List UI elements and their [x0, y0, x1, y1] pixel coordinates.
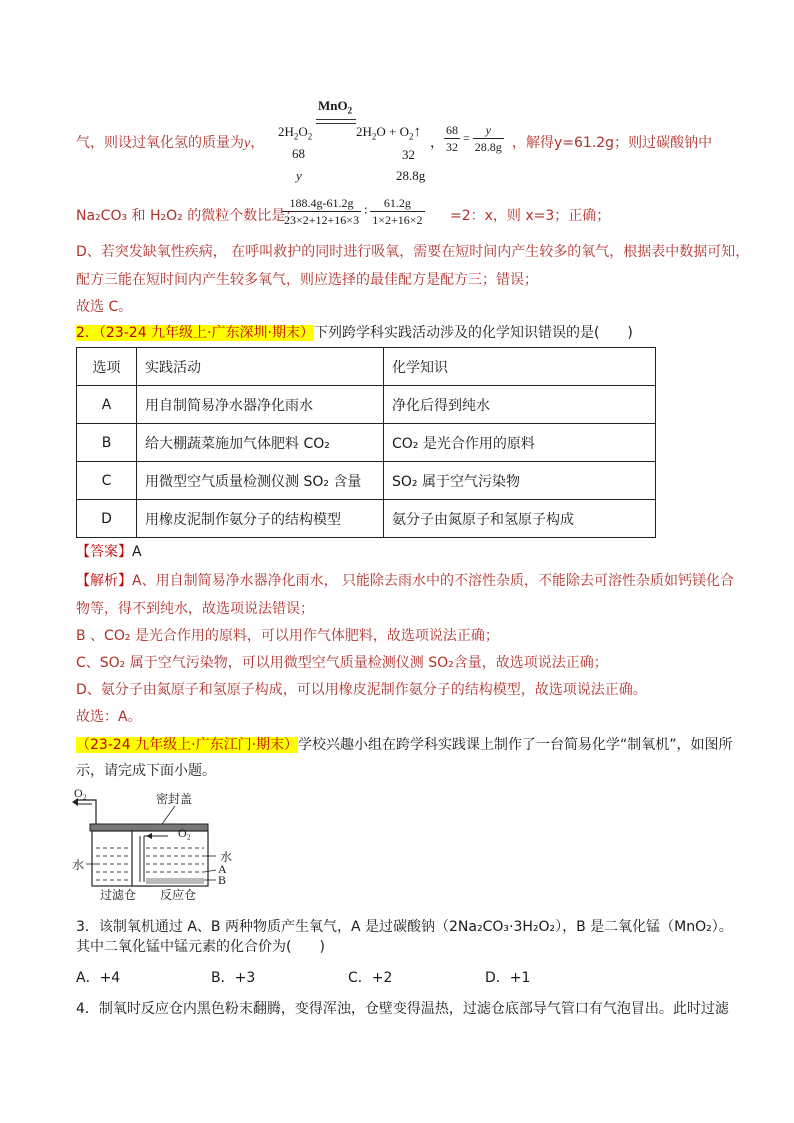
table-header: 实践活动 [137, 348, 384, 386]
table-cell: 用微型空气质量检测仪测 SO₂ 含量 [137, 462, 384, 500]
figure-filter-label: 过滤仓 [100, 888, 137, 902]
q3-line1: 3．该制氧机通过 A、B 两种物质产生氧气，A 是过碳酸钠（2Na₂CO₃·3H₂O₂），B 是二氧化锰（MnO₂）。 [76, 919, 733, 935]
q2-analysis-line2: 物等，得不到纯水，故选项说法错误； [76, 601, 314, 617]
table-cell: B [77, 424, 137, 462]
oxygen-machine-figure [70, 786, 250, 900]
table-cell: C [77, 462, 137, 500]
unknown-left: y [296, 168, 302, 183]
ratio-tail: =2：x，则 x=3；正确； [450, 208, 611, 224]
q3-option-a: A．+4 [76, 970, 121, 986]
analysis-d-line2: 配方三能在短时间内产生较多氧气，则应选择的最佳配方是配方三；错误； [76, 272, 538, 288]
catalyst-double-line [316, 119, 356, 124]
table-header: 选项 [77, 348, 137, 386]
figure-water-left: 水 [72, 858, 85, 872]
figure-lid-label: 密封盖 [156, 792, 193, 806]
equation-reactant: $2H_2O_2$ [278, 124, 313, 142]
mass-left: 68 [292, 146, 305, 161]
q4-line1: 4．制氧时反应仓内黑色粉末翻腾，变得浑浊，仓壁变得温热，过滤仓底部导气管口有气泡冒出。此时过滤 [76, 1001, 729, 1017]
q2-analysis-line4: C、SO₂ 属于空气污染物，可以用微型空气质量检测仪测 SO₂含量，故选项说法正确； [76, 655, 608, 671]
q3-option-b: B．+3 [211, 970, 256, 986]
q2-number-source: 2．（23-24 九年级上·广东深圳·期末） [76, 325, 314, 341]
table-row [77, 424, 656, 462]
figure-o2-out: O₂ [74, 786, 87, 800]
table-cell: 氨分子由氮原子和氢原子构成 [384, 500, 656, 538]
group-stem-line2: 示，请完成下面小题。 [76, 763, 216, 779]
catalyst-label: MnO$_2$ [318, 98, 353, 116]
figure-o2-in: O₂ [178, 826, 191, 840]
q2-analysis-line5: D、氨分子由氮原子和氢原子构成，可以用橡皮泥制作氨分子的结构模型，故选项说法正确。 [76, 682, 647, 698]
q2-table [76, 347, 656, 538]
ratio-lead: Na₂CO₃ 和 H₂O₂ 的微粒个数比是： [76, 208, 300, 224]
table-cell: 净化后得到纯水 [384, 386, 656, 424]
q2-analysis-line1: 【解析】A、用自制简易净水器净化雨水， 只能除去雨水中的不溶性杂质，不能除去可溶性杂质如钙镁化合 [76, 573, 735, 589]
figure-a-label: A [218, 862, 227, 876]
figure-water-right: 水 [220, 850, 233, 864]
figure-b-label: B [218, 873, 227, 887]
proportion-equation: $\frac{68}{32}$ = $\frac{y}{28.8g}$ [446, 123, 502, 154]
table-header-row [77, 348, 656, 386]
table-cell: A [77, 386, 137, 424]
unknown-right: 28.8g [396, 168, 426, 183]
q2-answer: 【答案】A [76, 544, 142, 560]
q2-analysis-line3: B 、CO₂ 是光合作用的原料，可以用作气体肥料，故选项说法正确； [76, 628, 499, 644]
table-cell: 用自制简易净水器净化雨水 [137, 386, 384, 424]
q3-option-c: C．+2 [348, 970, 393, 986]
group-stem-line1: （23-24 九年级上·广东江门·期末）学校兴趣小组在跨学科实践课上制作了一台简易化学“制氧机”，如图所 [76, 737, 733, 753]
calc-lead: 气，则设过氧化氢的质量为y， [76, 135, 265, 151]
table-header: 化学知识 [384, 348, 656, 386]
table-cell: D [77, 500, 137, 538]
table-cell: 用橡皮泥制作氨分子的结构模型 [137, 500, 384, 538]
q2-stem: 2．（23-24 九年级上·广东深圳·期末）下列跨学科实践活动涉及的化学知识错误的是( ) [76, 325, 633, 341]
catalyst-text: MnO [318, 98, 348, 113]
table-row [77, 500, 656, 538]
q2-source: （23-24 九年级上·广东深圳·期末） [98, 325, 314, 341]
table-row [77, 462, 656, 500]
table-row [77, 386, 656, 424]
table-cell: 给大棚蔬菜施加气体肥料 CO₂ [137, 424, 384, 462]
ratio-fractions: $\frac{188.4g-61.2g}{23\times 2+12+16\times 3}$ ∶ $\frac{61.2g}{1\times 2+16\times 2}$ [284, 196, 423, 227]
analysis-d-line1: D、若突发缺氧性疾病， 在呼叫救护的同时进行吸氧，需要在短时间内产生较多的氧气，根据表中数据可知， [76, 244, 750, 260]
calc-result: ，解得y=61.2g；则过碳酸钠中 [512, 135, 713, 151]
q2-analysis-answer: 故选：A。 [76, 709, 142, 725]
table-cell: CO₂ 是光合作用的原料 [384, 424, 656, 462]
equation-product: $2H_2O$ + $O_2↑$ [356, 124, 421, 142]
mass-right: 32 [402, 147, 415, 162]
q3-line2: 其中二氧化锰中锰元素的化合价为( ) [76, 939, 325, 955]
figure-reaction-label: 反应仓 [160, 888, 197, 902]
ratio-comma: ， [430, 136, 444, 151]
analysis-d-answer: 故选 C。 [76, 299, 133, 315]
table-cell: SO₂ 属于空气污染物 [384, 462, 656, 500]
q3-option-d: D．+1 [485, 970, 531, 986]
group-source: （23-24 九年级上·广东江门·期末） [76, 737, 299, 753]
